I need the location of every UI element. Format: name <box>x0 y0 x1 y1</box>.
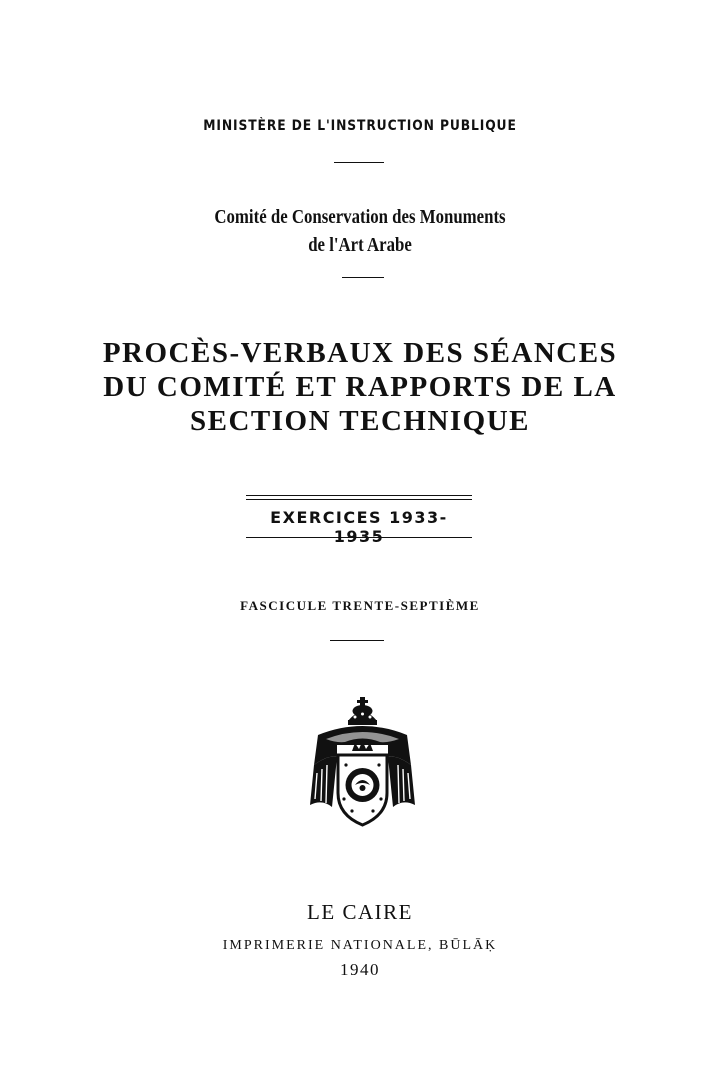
exercices-years: EXERCICES 1933-1935 <box>270 508 448 546</box>
document-title <box>0 336 720 438</box>
royal-coat-of-arms-icon <box>308 695 418 830</box>
exercices-top-rule <box>246 495 472 496</box>
exercices-box <box>246 495 472 546</box>
committee-name-line-2: de l'Art Arabe <box>308 234 412 256</box>
ministry-heading: MINISTÈRE DE L'INSTRUCTION PUBLIQUE <box>203 118 517 134</box>
imprint-city: LE CAIRE <box>307 900 413 924</box>
fascicule-label: FASCICULE TRENTE-SEPTIÈME <box>240 598 480 613</box>
exercices-bottom-rule <box>246 537 472 538</box>
title-line-1: PROCÈS-VERBAUX DES SÉANCES <box>102 337 618 369</box>
exercices-top-rule-thin <box>246 499 472 500</box>
divider-rule <box>334 162 384 163</box>
committee-name <box>58 203 663 259</box>
title-line-3: SECTION TECHNIQUE <box>189 405 531 437</box>
committee-name-line-1: Comité de Conservation des Monuments <box>214 206 506 228</box>
divider-rule <box>342 277 384 278</box>
divider-rule <box>330 640 384 641</box>
title-line-2: DU COMITÉ ET RAPPORTS DE LA <box>103 371 617 403</box>
imprint-printer: IMPRIMERIE NATIONALE, BŪLĀḲ <box>222 938 498 953</box>
imprint-year: 1940 <box>340 960 380 979</box>
